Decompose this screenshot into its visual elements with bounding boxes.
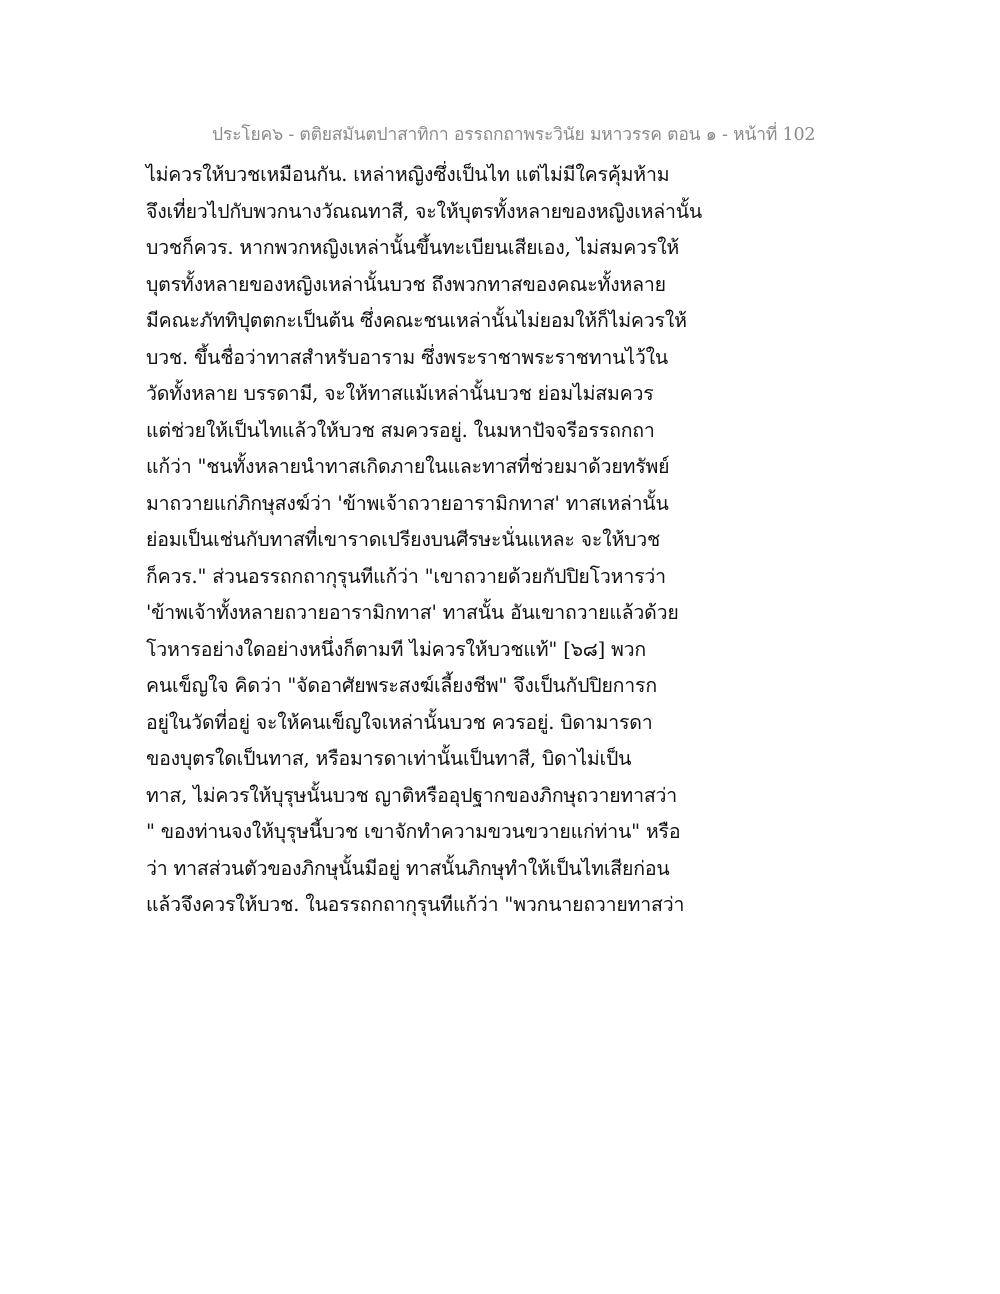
text-line: บวช. ขึ้นชื่อว่าทาสสำหรับอาราม ซึ่งพระราชาพระราชทานไว้ใน — [146, 345, 669, 369]
text-line: " ของท่านจงให้บุรุษนี้บวช เขาจักทำความขวนขวายแก่ท่าน" หรือ — [146, 820, 681, 843]
text-line: มาถวายแก่ภิกษุสงฆ์ว่า 'ข้าพเจ้าถวายอารามิกทาส' ทาสเหล่านั้น — [146, 491, 669, 515]
text-line: บวชก็ควร. หากพวกหญิงเหล่านั้นขึ้นทะเบียนเสียเอง, ไม่สมควรให้ — [146, 236, 680, 259]
text-line: ย่อมเป็นเช่นกับทาสที่เขาราดเปรียงบนศีรษะนั่นแหละ จะให้บวช — [146, 528, 661, 551]
text-line: 'ข้าพเจ้าทั้งหลายถวายอารามิกทาส' ทาสนั้น อันเขาถวายแล้วด้วย — [146, 601, 679, 624]
text-line: วัดทั้งหลาย บรรดามี, จะให้ทาสแม้เหล่านั้นบวช ย่อมไม่สมควร — [146, 382, 654, 405]
text-line: คนเข็ญใจ คิดว่า "จัดอาศัยพระสงฆ์เลี้ยงชีพ" จึงเป็นกัปปิยการก — [146, 674, 657, 697]
text-line: โวหารอย่างใดอย่างหนึ่งก็ตามที ไม่ควรให้บวชแท้" [๖๘] พวก — [146, 637, 647, 661]
body-text — [146, 157, 706, 924]
running-header: ประโยค๖ - ตติยสมันตปาสาทิกา อรรถกถาพระวินัย มหาวรรค ตอน ๑ - หน้าที่ 102 — [212, 125, 816, 145]
text-line: ก็ควร." ส่วนอรรถกถากุรุนทีแก้ว่า "เขาถวายด้วยกัปปิยโวหารว่า — [146, 564, 666, 588]
text-line: ว่า ทาสส่วนตัวของภิกษุนั้นมีอยู่ ทาสนั้นภิกษุทำให้เป็นไทเสียก่อน — [146, 856, 670, 880]
text-line: บุตรทั้งหลายของหญิงเหล่านั้นบวช ถึงพวกทาสของคณะทั้งหลาย — [146, 272, 666, 296]
text-line: ไม่ควรให้บวชเหมือนกัน. เหล่าหญิงซึ่งเป็นไท แต่ไม่มีใครคุ้มห้าม — [146, 163, 670, 186]
text-line: จึงเที่ยวไปกับพวกนางวัณณทาสี, จะให้บุตรทั้งหลายของหญิงเหล่านั้น — [146, 199, 703, 223]
text-line: มีคณะภัททิปุตตกะเป็นต้น ซึ่งคณะชนเหล่านั้นไม่ยอมให้ก็ไม่ควรให้ — [146, 309, 687, 332]
text-line: อยู่ในวัดที่อยู่ จะให้คนเข็ญใจเหล่านั้นบวช ควรอยู่. บิดามารดา — [146, 710, 653, 734]
text-line: แก้ว่า "ชนทั้งหลายนำทาสเกิดภายในและทาสที่ช่วยมาด้วยทรัพย์ — [146, 455, 670, 478]
text-line: แต่ช่วยให้เป็นไทแล้วให้บวช สมควรอยู่. ในมหาปัจจรีอรรถกถา — [146, 418, 655, 442]
text-line: ทาส, ไม่ควรให้บุรุษนั้นบวช ญาติหรืออุปฐากของภิกษุถวายทาสว่า — [146, 783, 678, 807]
text-line: ของบุตรใดเป็นทาส, หรือมารดาเท่านั้นเป็นทาสี, บิดาไม่เป็น — [146, 747, 632, 770]
text-line: แล้วจึงควรให้บวช. ในอรรถกถากุรุนทีแก้ว่า "พวกนายถวายทาสว่า — [146, 893, 685, 916]
